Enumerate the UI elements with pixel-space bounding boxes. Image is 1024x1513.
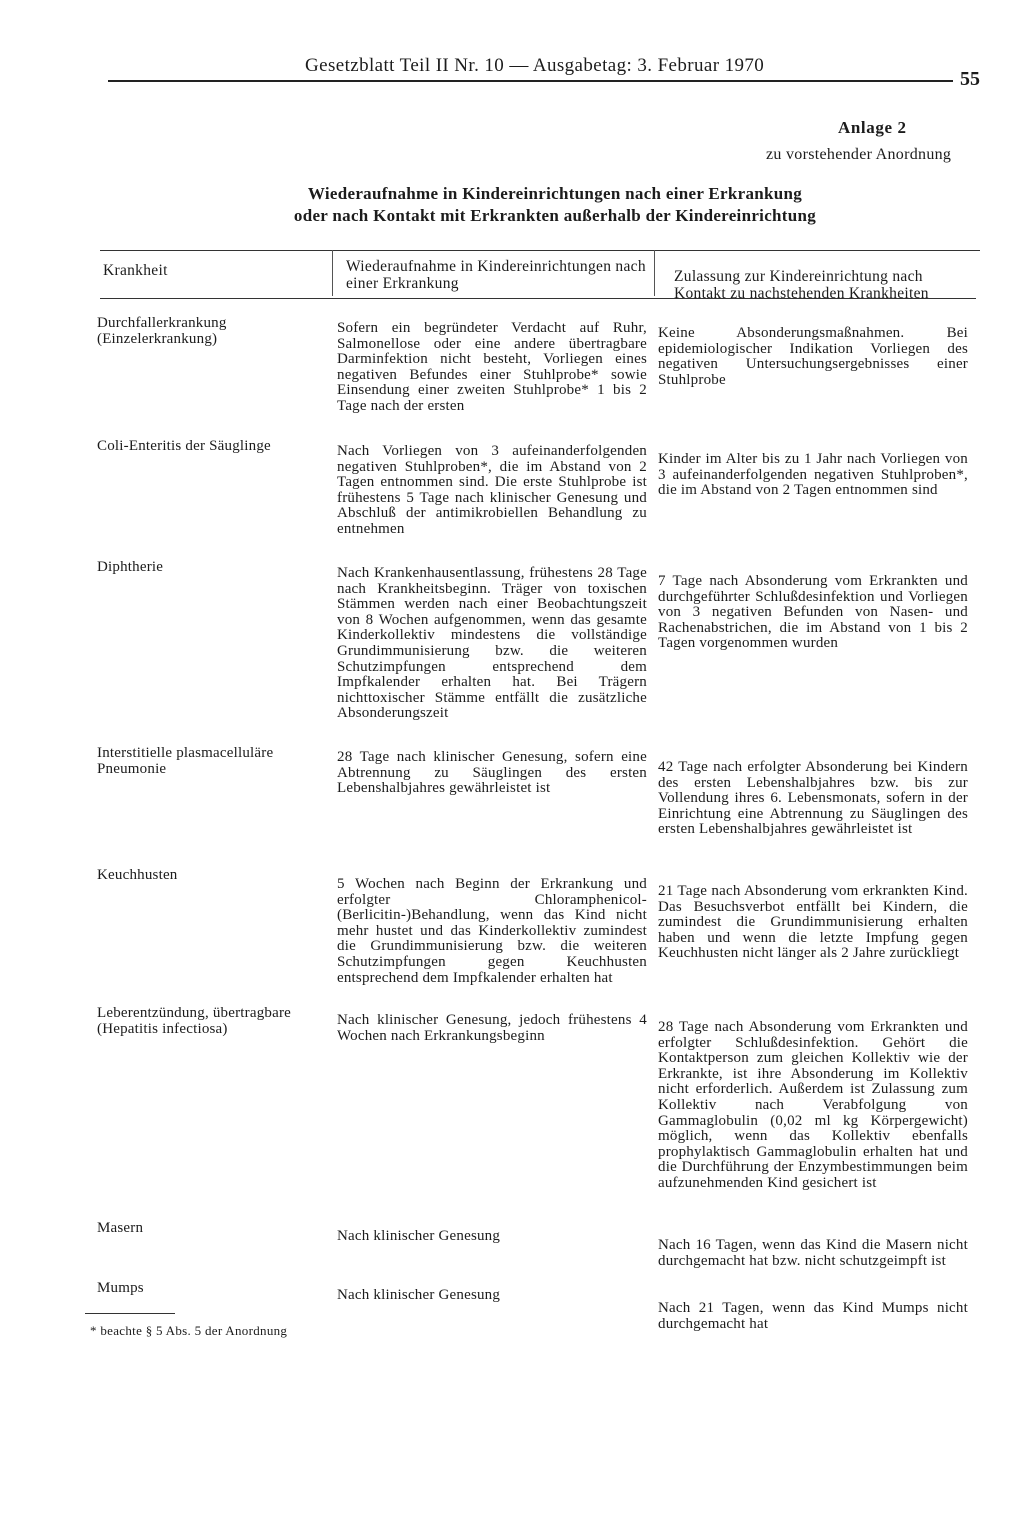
- running-header: Gesetzblatt Teil II Nr. 10 — Ausgabetag: 3. Februar 1970: [305, 55, 765, 76]
- readmission-cell: 5 Wochen nach Beginn der Erkrankung und erfolgter Chloramphenicol-(Berlicitin-)Behandlung, wenn das Kind nicht mehr hustet und das Kinderkollektiv zumindest die Grundimmunisierung bzw. die weiteren Schutzimpfungen gegen Keuchhusten entsprechend dem Impfkalender erhalten hat: [337, 876, 647, 986]
- disease-cell: Keuchhusten: [97, 867, 178, 883]
- disease-cell: Leberentzündung, übertragbare (Hepatitis infectiosa): [97, 1005, 292, 1037]
- contact-cell: Kinder im Alter bis zu 1 Jahr nach Vorliegen von 3 aufeinanderfolgenden negativen Stuhlproben*, die im Abstand von 2 Tagen entnommen sind: [658, 451, 968, 499]
- document-title: [180, 183, 930, 227]
- annex-label: Anlage 2: [838, 118, 907, 137]
- readmission-cell: Nach Vorliegen von 3 aufeinanderfolgenden negativen Stuhlproben*, die im Abstand von 2 Tagen entnommen sind. Die erste Stuhlprobe ist frühestens 5 Tage nach klinischer Genesung und Abschluß der antimikrobiellen Behandlung zu entnehmen: [337, 443, 647, 537]
- title-line-2: oder nach Kontakt mit Erkrankten außerhalb der Kindereinrichtung: [293, 206, 817, 225]
- contact-cell: Nach 16 Tagen, wenn das Kind die Masern nicht durchgemacht hat bzw. nicht schutzgeimpft ist: [658, 1237, 968, 1269]
- readmission-cell: Nach klinischer Genesung: [337, 1228, 501, 1244]
- annex-reference: zu vorstehender Anordnung: [766, 146, 952, 163]
- contact-cell: 42 Tage nach erfolgter Absonderung bei Kindern des ersten Lebenshalbjahres bzw. bis zur Vollendung ihres 6. Lebensmonats, sofern in der Einrichtung eine Abtrennung zu Säuglingen des ersten Lebenshalbjahres gewährleistet ist: [658, 759, 968, 838]
- header-divider-2: [654, 250, 655, 296]
- disease-cell: Masern: [97, 1220, 144, 1236]
- disease-cell: Coli-Enteritis der Säuglinge: [97, 438, 271, 454]
- readmission-cell: Nach klinischer Genesung, jedoch frühestens 4 Wochen nach Erkrankungsbeginn: [337, 1012, 647, 1044]
- column-header-readmission: Wiederaufnahme in Kindereinrichtungen nach einer Erkrankung: [346, 258, 646, 292]
- readmission-cell: Nach klinischer Genesung: [337, 1287, 501, 1303]
- readmission-cell: 28 Tage nach klinischer Genesung, sofern eine Abtrennung zu Säuglingen des ersten Lebenshalbjahres gewährleistet ist: [337, 749, 647, 797]
- contact-cell: 7 Tage nach Absonderung vom Erkrankten und durchgeführter Schlußdesinfektion und Vorliegen von 3 negativen Befunden von Nasen- und Rachenabstrichen, die im Abstand von 1 bis 2 Tagen vorgenommen wurden: [658, 573, 968, 652]
- footnote: * beachte § 5 Abs. 5 der Anordnung: [90, 1323, 288, 1338]
- disease-cell: Mumps: [97, 1280, 144, 1296]
- contact-cell: 28 Tage nach Absonderung vom Erkrankten und erfolgter Schlußdesinfektion. Gehört die Kontaktperson zum gleichen Kollektiv wie der Erkrankte, ist ihre Absonderung im Kollektiv nicht erforderlich. Außerdem ist Zulassung zum Kollektiv nach Verabfolgung von Gammaglobulin (0,02 ml kg Körpergewicht) möglich, wenn das Kollektiv ebenfalls prophylaktisch Gammaglobulin erhalten hat und die Durchführung der Enzymbestimmungen beim aufzunehmenden Kind gesichert ist: [658, 1019, 968, 1191]
- contact-cell: Nach 21 Tagen, wenn das Kind Mumps nicht durchgemacht hat: [658, 1300, 968, 1332]
- disease-cell: Interstitielle plasmacelluläre Pneumonie: [97, 745, 274, 777]
- contact-cell: Keine Absonderungsmaßnahmen. Bei epidemiologischer Indikation Vorliegen des negativen Untersuchungsergebnisses einer Stuhlprobe: [658, 325, 968, 388]
- header-rule: [108, 80, 953, 82]
- title-line-1: Wiederaufnahme in Kindereinrichtungen nach einer Erkrankung: [307, 184, 803, 203]
- readmission-cell: Sofern ein begründeter Verdacht auf Ruhr, Salmonellose oder eine andere übertragbare Darminfektion nicht besteht, Vorliegen eines negativen Befundes einer Stuhlprobe* sowie Einsendung einer zweiten Stuhlprobe* 1 bis 2 Tage nach der ersten: [337, 320, 647, 414]
- header-divider-1: [332, 250, 333, 296]
- footnote-rule: [85, 1313, 175, 1314]
- readmission-cell: Nach Krankenhausentlassung, frühestens 28 Tage nach Krankheitsbeginn. Träger von toxischen Stämmen werden nach einer Beobachtungszeit von 8 Wochen aufgenommen, wenn das gesamte Kinderkollektiv mindestens die vollständige Grundimmunisierung bzw. die weiteren Schutzimpfungen entsprechend dem Impfkalender erhalten hat. Bei Trägern nichttoxischer Stämme entfällt die zusätzliche Absonderungszeit: [337, 565, 647, 722]
- column-header-contact: Zulassung zur Kindereinrichtung nach Kontakt zu nachstehenden Krankheiten: [674, 268, 929, 302]
- disease-cell: Durchfallerkrankung (Einzelerkrankung): [97, 315, 227, 347]
- contact-cell: 21 Tage nach Absonderung vom erkrankten Kind. Das Besuchsverbot entfällt bei Kindern, die zumindest die Grundimmunisierung erhalten haben und wenn die letzte Impfung gegen Keuchhusten nicht länger als 2 Jahre zurückliegt: [658, 883, 968, 962]
- disease-cell: Diphtherie: [97, 559, 164, 575]
- column-header-disease: Krankheit: [103, 262, 168, 279]
- page-number: 55: [960, 68, 980, 90]
- table-top-rule: [100, 250, 980, 251]
- table-header-rule: [100, 298, 976, 299]
